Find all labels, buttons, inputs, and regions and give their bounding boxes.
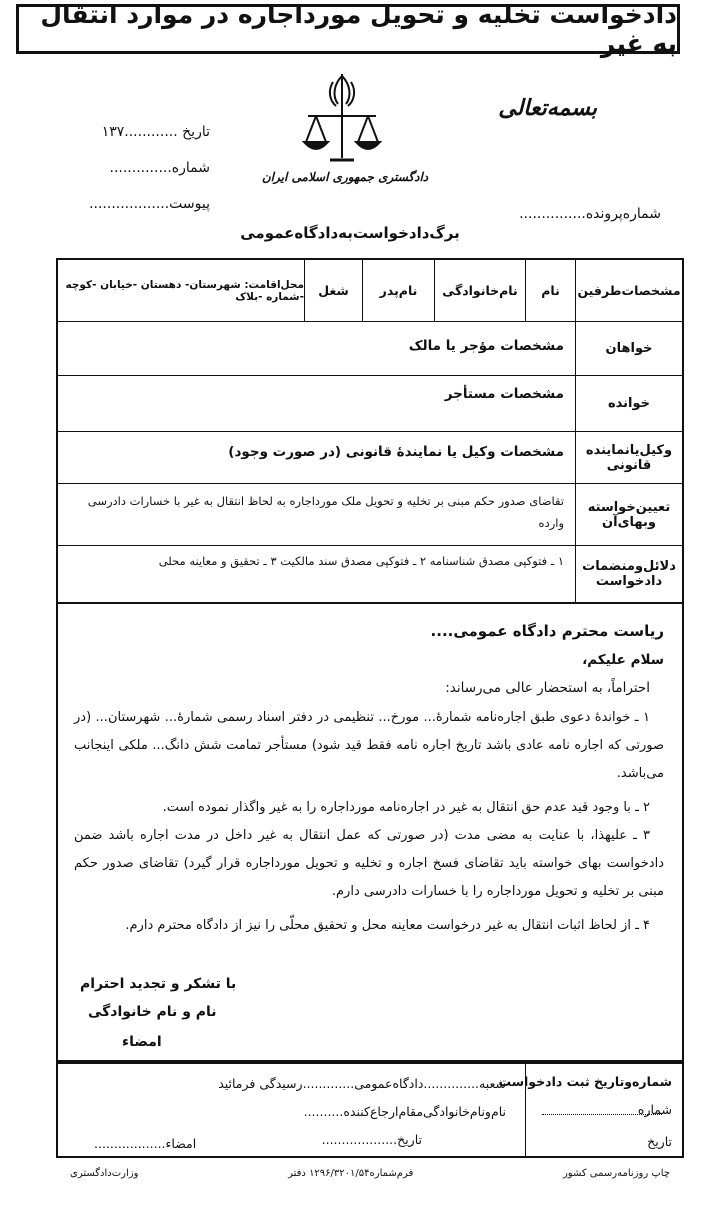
letter-intro: احتراماً، به استحضار عالی می‌رساند: [445,680,650,696]
row-content-evidence: ۱ ـ فتوکپی مصدق شناسنامه ۲ ـ فتوکپی مصدق سند مالکیت ۳ ـ تحقیق و معاینه محلی [158,554,564,568]
footer-date: تاریخ................... [321,1132,422,1147]
header-name: نام [525,260,575,321]
basmala: بسمه‌تعالی [498,96,597,121]
parties-table [56,258,684,604]
letter-signature: امضاء [122,1034,162,1050]
attachment-field: پیوست.................. [89,196,210,212]
file-number-field: شماره‌پرونده............... [519,206,661,222]
form-main-title: دادخواست تخلیه و تحویل مورداجاره در موارد انتقال به غیر [40,0,677,58]
table-row [58,432,682,484]
print-printer: چاپ روزنامه‌رسمی کشور [562,1168,670,1179]
letter-paragraph-4: ۴ ـ از لحاظ اثبات انتقال به غیر درخواست معاینه محل و تحقیق محلّی را نیز از دادگاه محترم دارم. [125,918,650,933]
letter-paragraph-3: ۳ ـ علیهذا، با عنایت به مضی مدت (در صورتی که عمل انتقال به غیر داخل در مدت اجاره باشد ضمن دادخواست بهای خواسته باید تقاضای فسخ اجاره و تخلیه و تحویل مورداجاره قرار گیرد) تقاضای صدور حکم مبنی بر تخلیه و تحویل مورداجاره را با خسارات دادرسی دارم. [74,828,664,899]
row-label-plaintiff: خواهان [575,322,682,375]
header-father-name: نام‌پدر [362,260,434,321]
letter-salutation: ریاست محترم دادگاه عمومی.... [430,622,664,640]
row-content-plaintiff: مشخصات مؤجر یا مالک [408,338,564,354]
footer-referral: شعبه..............دادگاه‌عمومی.............رسیدگی فرمائید [218,1076,506,1091]
header-occupation: شغل [304,260,362,321]
header-parties: مشخصات‌طرفین [575,260,682,321]
letter-closing: با تشکر و تجدید احترام [80,976,237,992]
letter-greeting: سلام علیکم، [582,652,664,668]
judiciary-emblem-icon [300,70,384,166]
number-field: شماره.............. [109,160,210,176]
print-info [70,1168,670,1179]
footer-referrer: نام‌ونام‌خانوادگی‌مقام‌ارجاع‌کننده.......... [303,1104,506,1119]
footer-reg-number-line [542,1114,662,1115]
registration-footer [56,1062,684,1158]
row-label-representative: وکیل‌یانماینده قانونی [575,432,682,483]
header-residence: محل‌اقامت: شهرستان- دهستان -خیابان -کوچه -شماره -بلاک [65,278,304,303]
row-label-defendant: خوانده [575,376,682,431]
footer-reg-title: شماره‌وتاریخ ثبت دادخواست [498,1074,672,1089]
form-subtitle: برگ‌دادخواست‌به‌دادگاه‌عمومی [240,224,460,242]
date-field: تاریخ ............۱۳۷ [101,124,210,140]
table-row [58,376,682,432]
table-row [58,546,682,602]
footer-reg-date: تاریخ [647,1134,672,1149]
letter-paragraph-2: ۲ ـ با وجود قید عدم حق انتقال به غیر در اجاره‌نامه مورداجاره را به غیر واگذار نموده است. [162,800,650,815]
row-content-claim: تقاضای صدور حکم مبنی بر تخلیه و تحویل ملک مورداجاره به لحاظ انتقال به غیر با خسارات دادرسی وارده [87,494,564,530]
table-header-row [58,260,682,322]
row-label-claim: تعیین‌خواسته وبهای‌آن [575,484,682,545]
row-content-representative: مشخصات وکیل یا نمایندهٔ قانونی (در صورت وجود) [228,444,564,460]
table-row [58,484,682,546]
letter-paragraph-1: ۱ ـ خواندهٔ دعوی طبق اجاره‌نامه شمارهٔ... مورخ... تنظیمی در دفتر اسناد رسمی شمارهٔ... شهرستان... (در صورتی که اجاره نامه عادی باشد تاریخ اجاره نامه فقط قید شود) مستأجر تمامت شش دانگ... ملکی اینجانب می‌باشد. [74,710,664,781]
judiciary-caption: دادگستری جمهوری اسلامی ایران [261,170,429,184]
footer-reg-number: شماره [637,1102,672,1117]
print-form-no: فرم‌شماره۱۲۹۶/۳۲۰۱/۵۴ دفتر [288,1168,414,1179]
title-banner [16,0,680,58]
row-content-defendant: مشخصات مستأجر [444,386,564,402]
row-label-evidence: دلائل‌ومنضمات دادخواست [575,546,682,602]
letter-name-line: نام و نام خانوادگی [88,1004,217,1020]
header-family-name: نام‌خانوادگی [434,260,525,321]
print-ministry: وزارت‌دادگستری [70,1168,139,1179]
table-row [58,322,682,376]
petition-letter [56,604,684,1062]
footer-signature: امضاء.................. [94,1136,197,1151]
